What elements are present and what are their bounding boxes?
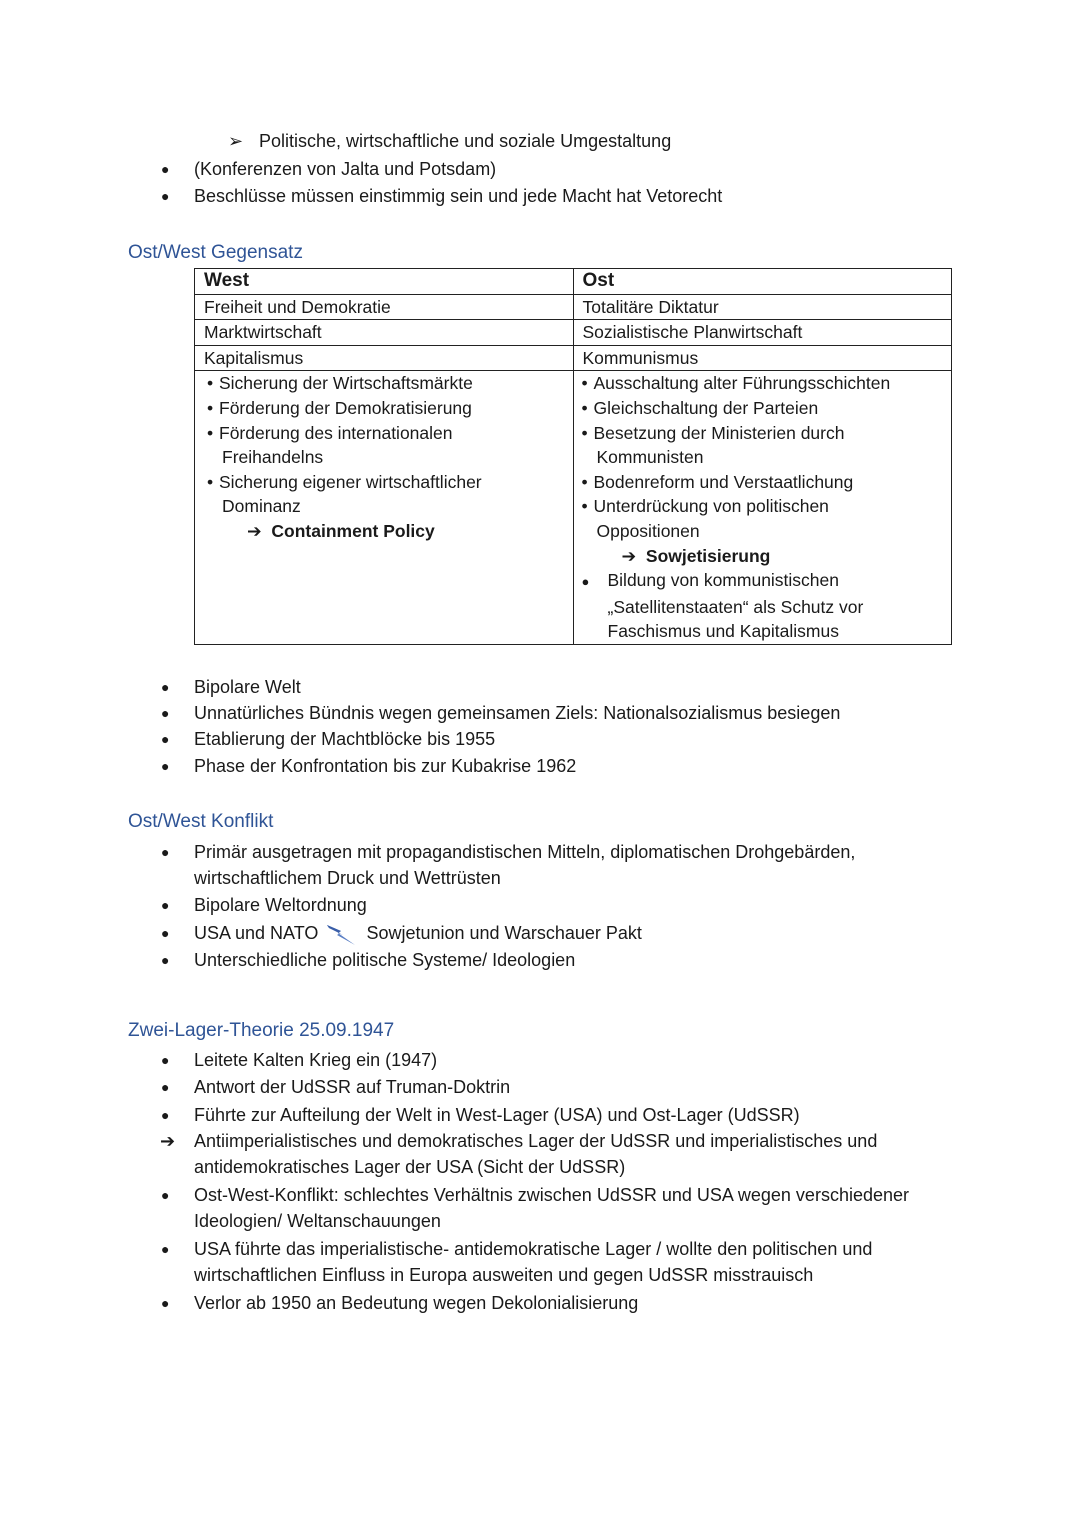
list-item: Primär ausgetragen mit propagandistischen Mitteln, diplomatischen Drohgebärden, xyxy=(194,842,856,862)
list-item: Verlor ab 1950 an Bedeutung wegen Dekolonialisierung xyxy=(194,1293,639,1313)
bullet-dot-icon: ● xyxy=(161,844,170,860)
bullet-dot-icon: ● xyxy=(161,188,170,204)
list-item: Ost-West-Konflikt: schlechtes Verhältnis zwischen UdSSR und USA wegen verschiedener xyxy=(194,1185,909,1205)
ost-extra: „Satellitenstaaten“ als Schutz vor xyxy=(607,596,864,617)
list-item: Führte zur Aufteilung der Welt in West-Lager (USA) und Ost-Lager (UdSSR) xyxy=(194,1105,800,1125)
bullet-dot-icon: ● xyxy=(161,1295,170,1311)
section-heading-gegensatz: Ost/West Gegensatz xyxy=(128,242,303,263)
list-item: Leitete Kalten Krieg ein (1947) xyxy=(194,1050,438,1070)
right-arrow-icon: ➔ xyxy=(621,545,637,566)
west-point: Dominanz xyxy=(222,496,301,517)
table-cell-ost: Sozialistische Planwirtschaft xyxy=(573,320,952,346)
bullet-dot-icon: ● xyxy=(161,1079,170,1095)
ost-point: Besetzung der Ministerien durch xyxy=(593,422,845,443)
ost-extra: Bildung von kommunistischen xyxy=(607,570,840,591)
list-item: Unnatürliches Bündnis wegen gemeinsamen Ziels: Nationalsozialismus besiegen xyxy=(194,703,841,723)
section-heading-zwei-lager: Zwei-Lager-Theorie 25.09.1947 xyxy=(128,1020,395,1041)
intro-item: (Konferenzen von Jalta und Potsdam) xyxy=(194,159,497,179)
table-cell-ost-points: • Ausschaltung alter Führungsschichten • Gleichschaltung der Parteien • Besetzung der Ministerien durch Kommunisten • Bodenreform und Verstaatlichung • Unterdrückung von politischen Oppositionen ➔ Sowjetisierung ● Bildung von kommunistischen „Satellitenstaaten“ als Schutz vor Faschismus und Kapitalismus xyxy=(573,371,952,645)
bullet-dot-icon: ● xyxy=(581,574,590,590)
west-point: Freihandelns xyxy=(222,447,324,468)
west-point: Förderung der Demokratisierung xyxy=(219,397,472,418)
lightning-bolt-icon xyxy=(325,921,357,947)
table-cell-west: Kapitalismus xyxy=(195,345,574,371)
list-item: Bipolare Weltordnung xyxy=(194,895,367,915)
table-header-ost: Ost xyxy=(573,269,952,295)
table-cell-west: Freiheit und Demokratie xyxy=(195,294,574,320)
bullet-dot-icon: ● xyxy=(161,758,170,774)
ost-extra: Faschismus und Kapitalismus xyxy=(607,621,839,642)
list-item: Bipolare Welt xyxy=(194,677,301,697)
bullet-dot-icon: ● xyxy=(161,1107,170,1123)
versus-left: USA und NATO xyxy=(194,923,319,943)
bullet-dot-icon: ● xyxy=(161,705,170,721)
intro-item: Beschlüsse müssen einstimmig sein und jede Macht hat Vetorecht xyxy=(194,186,723,206)
ost-point: Oppositionen xyxy=(596,520,700,541)
versus-right: Sowjetunion und Warschauer Pakt xyxy=(366,923,642,943)
west-point: Sicherung der Wirtschaftsmärkte xyxy=(219,373,473,394)
table-header-west: West xyxy=(195,269,574,295)
right-arrow-icon: ➔ xyxy=(160,1131,176,1151)
ost-point: Kommunisten xyxy=(596,447,704,468)
arrow-item-continuation: antidemokratisches Lager der USA (Sicht der UdSSR) xyxy=(194,1157,626,1177)
bullet-dot-icon: ● xyxy=(161,897,170,913)
ost-result: Sowjetisierung xyxy=(645,545,771,566)
list-item-continuation: Ideologien/ Weltanschauungen xyxy=(194,1211,441,1231)
west-point: Sicherung eigener wirtschaftlicher xyxy=(219,471,482,492)
table-cell-west-points: • Sicherung der Wirtschaftsmärkte • Förderung der Demokratisierung • Förderung des internationalen Freihandelns • Sicherung eigener wirtschaftlicher Dominanz ➔ Containment Policy xyxy=(195,371,574,645)
list-item: USA führte das imperialistische- antidemokratische Lager / wollte den politischen und xyxy=(194,1239,873,1259)
bullet-dot-icon: ● xyxy=(161,161,170,177)
bullet-dot-icon: ● xyxy=(161,925,170,941)
west-point: Förderung des internationalen xyxy=(219,422,453,443)
intro-sub-item: Politische, wirtschaftliche und soziale Umgestaltung xyxy=(259,131,672,151)
bullet-dot-icon: ● xyxy=(161,679,170,695)
bullet-dot-icon: ● xyxy=(161,1052,170,1068)
ost-point: Ausschaltung alter Führungsschichten xyxy=(593,373,891,394)
table-cell-ost: Kommunismus xyxy=(573,345,952,371)
ost-point: Unterdrückung von politischen xyxy=(593,496,829,517)
list-item-continuation: wirtschaftlichen Einfluss in Europa ausweiten und gegen UdSSR misstrauisch xyxy=(194,1265,814,1285)
bullet-dot-icon: ● xyxy=(161,1241,170,1257)
bullet-dot-icon: ● xyxy=(161,1187,170,1203)
list-item: Antwort der UdSSR auf Truman-Doktrin xyxy=(194,1077,511,1097)
bullet-dot-icon: ● xyxy=(161,952,170,968)
west-result: Containment Policy xyxy=(271,520,435,541)
ost-point: Gleichschaltung der Parteien xyxy=(593,397,819,418)
right-arrow-icon: ➔ xyxy=(247,520,262,541)
ost-point: Bodenreform und Verstaatlichung xyxy=(593,471,854,492)
comparison-table xyxy=(194,268,952,645)
list-item-versus xyxy=(194,921,642,947)
section-heading-konflikt: Ost/West Konflikt xyxy=(128,811,274,832)
bullet-dot-icon: ● xyxy=(161,731,170,747)
arrow-item: Antiimperialistisches und demokratisches Lager der UdSSR und imperialistisches und xyxy=(194,1131,878,1151)
list-item-continuation: wirtschaftlichem Druck und Wettrüsten xyxy=(194,868,501,888)
table-cell-west: Marktwirtschaft xyxy=(195,320,574,346)
list-item: Unterschiedliche politische Systeme/ Ideologien xyxy=(194,950,576,970)
arrowhead-bullet-icon: ➢ xyxy=(228,131,244,151)
list-item: Etablierung der Machtblöcke bis 1955 xyxy=(194,729,496,749)
table-cell-ost: Totalitäre Diktatur xyxy=(573,294,952,320)
list-item: Phase der Konfrontation bis zur Kubakrise 1962 xyxy=(194,756,577,776)
